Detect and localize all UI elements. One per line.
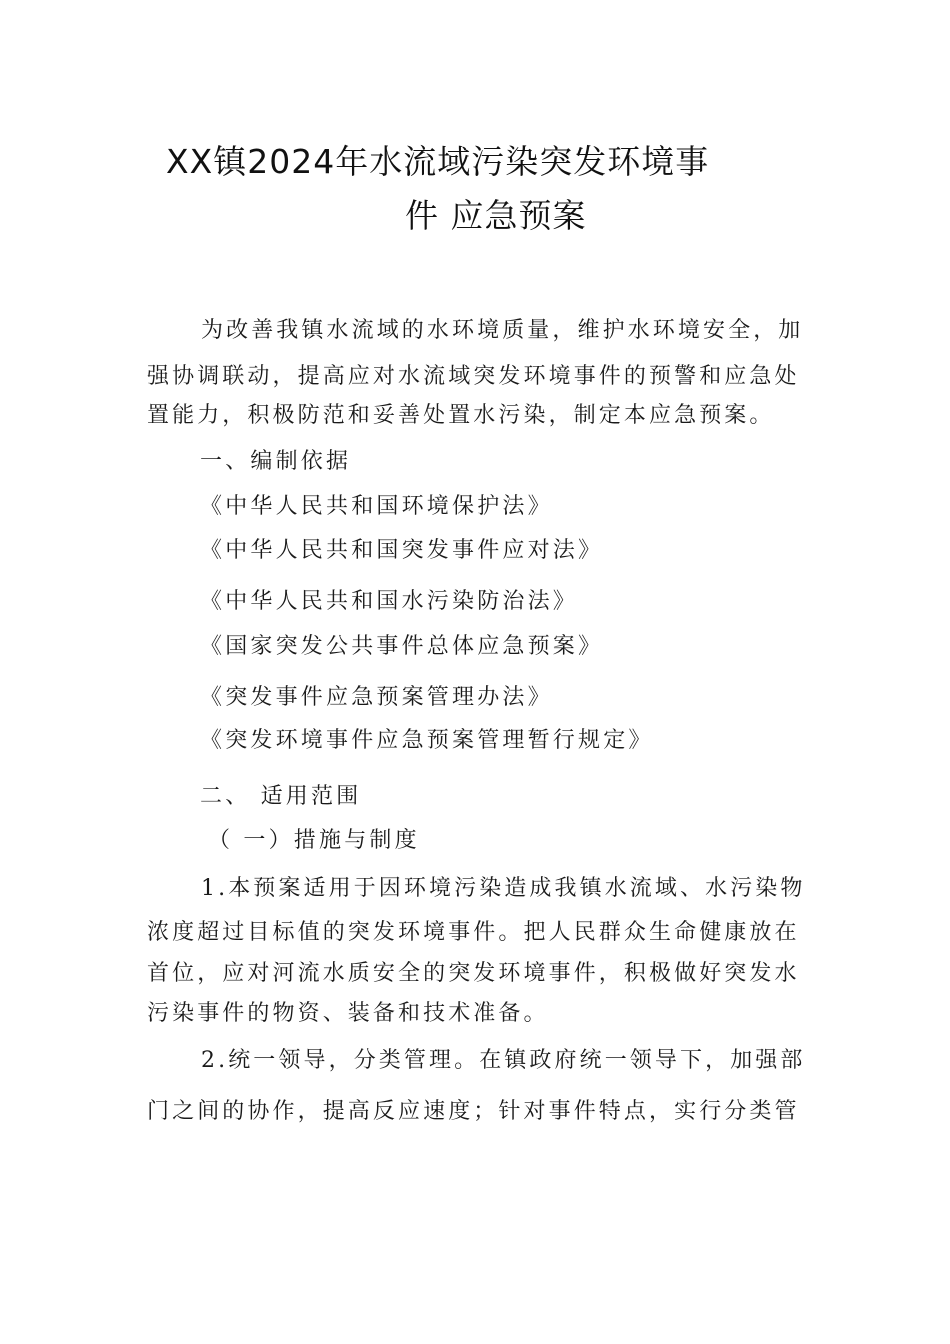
section-heading-scope: 二、 适用范围 xyxy=(200,784,362,809)
basis-list-item: 《国家突发公共事件总体应急预案》 xyxy=(200,634,604,659)
basis-list-item: 《突发事件应急预案管理办法》 xyxy=(200,685,553,710)
subsection-heading: （ 一）措施与制度 xyxy=(208,828,420,853)
basis-list-item: 《中华人民共和国环境保护法》 xyxy=(200,494,553,519)
item-paragraph-line: 1.本预案适用于因环境污染造成我镇水流域、水污染物 xyxy=(201,876,806,901)
item-paragraph-line: 浓度超过目标值的突发环境事件。把人民群众生命健康放在 xyxy=(147,920,800,945)
section-heading-basis: 一、编制依据 xyxy=(200,449,352,474)
basis-list-item: 《突发环境事件应急预案管理暂行规定》 xyxy=(200,728,654,753)
intro-paragraph-line: 强协调联动，提高应对水流域突发环境事件的预警和应急处 xyxy=(147,364,800,389)
basis-list-item: 《中华人民共和国突发事件应对法》 xyxy=(200,538,604,563)
basis-list-item: 《中华人民共和国水污染防治法》 xyxy=(200,589,579,614)
document-title-continued: 件 应急预案 xyxy=(405,196,587,235)
intro-paragraph-line: 为改善我镇水流域的水环境质量，维护水环境安全，加 xyxy=(201,318,804,343)
item-paragraph-line: 首位，应对河流水质安全的突发环境事件，积极做好突发水 xyxy=(147,961,800,986)
item-paragraph-line: 污染事件的物资、装备和技术准备。 xyxy=(147,1001,549,1026)
intro-paragraph-line: 置能力，积极防范和妥善处置水污染，制定本应急预案。 xyxy=(147,403,775,428)
document-title: XX镇2024年水流域污染突发环境事 xyxy=(166,142,710,181)
item-paragraph-line: 门之间的协作，提高反应速度；针对事件特点，实行分类管 xyxy=(147,1099,800,1124)
item-paragraph-line: 2.统一领导，分类管理。在镇政府统一领导下，加强部 xyxy=(201,1048,806,1073)
